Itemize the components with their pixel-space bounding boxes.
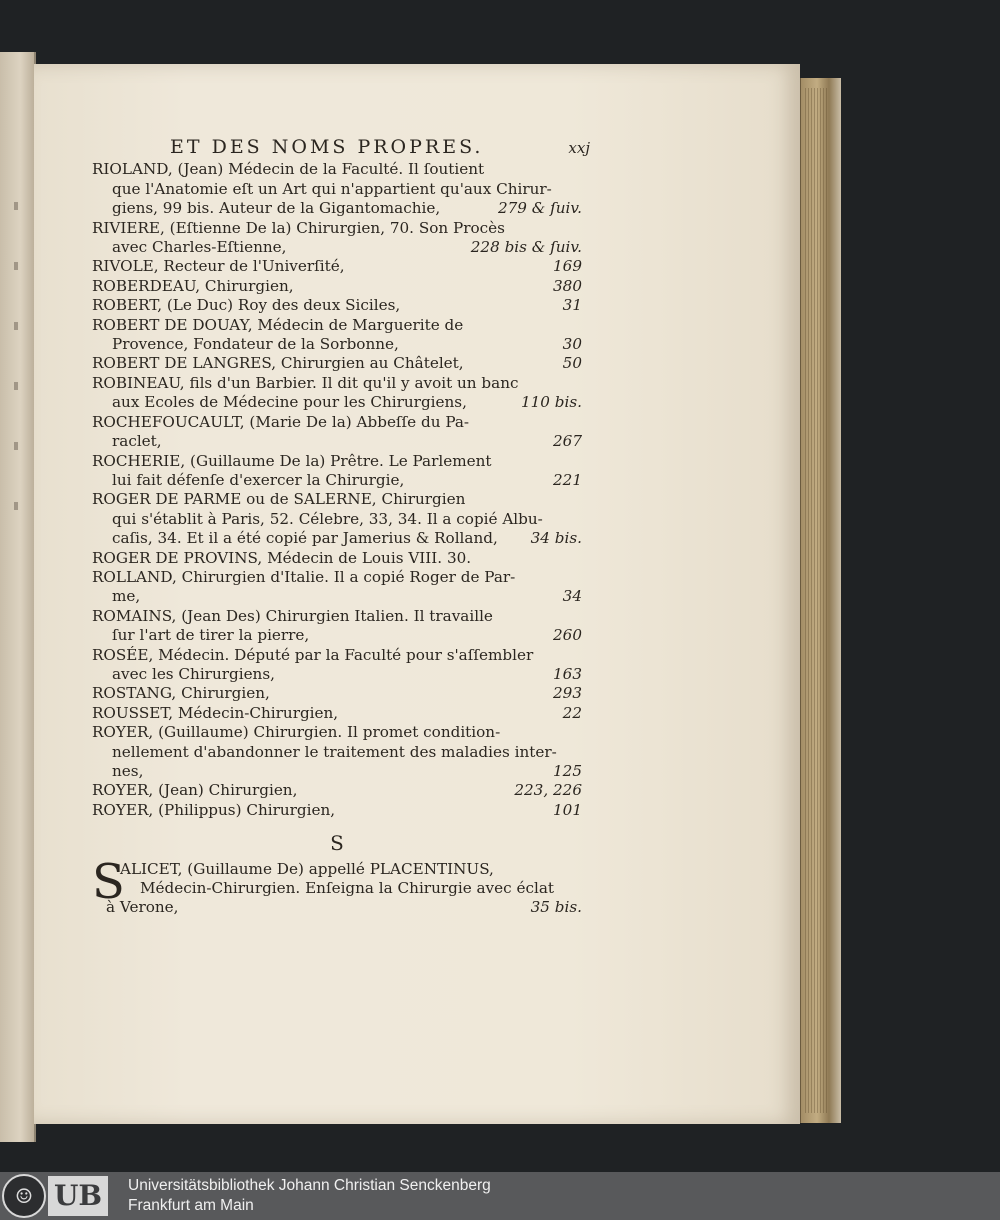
entry-text: giens, 99 bis. Auteur de la Gigantomachie, — [112, 199, 441, 218]
page-reference: 101 — [553, 800, 582, 819]
entry-text: avec Charles-Eſtienne, — [112, 238, 287, 257]
entry-text: ROYER, (Jean) Chirurgien, — [92, 781, 298, 800]
entry-line — [92, 393, 582, 412]
entry-line — [92, 238, 582, 257]
index-entry — [92, 801, 582, 820]
page-reference: 34 bis. — [530, 529, 582, 548]
left-page-edge — [0, 52, 36, 1142]
index-entries — [92, 160, 582, 820]
entry-text: ROYER, (Philippus) Chirurgien, — [92, 800, 336, 819]
entry-line: Médecin-Chirurgien. Enſeigna la Chirurgie avec éclat — [140, 879, 554, 898]
entry-line — [92, 277, 582, 296]
index-entry — [92, 646, 582, 685]
index-entry-salicet — [92, 853, 582, 918]
entry-line — [92, 665, 582, 684]
index-entry — [92, 374, 582, 413]
index-entry — [92, 607, 582, 646]
entry-text: qui s'établit à Paris, 52. Célebre, 33, 34. Il a copié Albu- — [112, 509, 543, 528]
index-entry — [92, 704, 582, 723]
entry-line — [92, 199, 582, 218]
index-entry — [92, 413, 582, 452]
entry-text: ROYER, (Guillaume) Chirurgien. Il promet condition- — [92, 723, 501, 742]
entry-line: à Verone, 35 bis. — [106, 898, 582, 917]
entry-line — [92, 743, 582, 762]
entry-line — [92, 296, 582, 315]
entry-text: lui fait défenſe d'exercer la Chirurgie, — [112, 470, 405, 489]
page-reference: 31 — [562, 296, 582, 315]
entry-text: RIVOLE, Recteur de l'Univerſité, — [92, 257, 345, 276]
entry-line — [92, 316, 582, 335]
entry-text: caſis, 34. Et il a été copié par Jamerius & Rolland, — [112, 529, 498, 548]
entry-line: ALICET, (Guillaume De) appellé PLACENTINUS, — [120, 859, 494, 878]
entry-text: avec les Chirurgiens, — [112, 664, 275, 683]
entry-text: ROCHEFOUCAULT, (Marie De la) Abbeſſe du Pa- — [92, 412, 470, 431]
index-entry — [92, 160, 582, 218]
index-entry — [92, 452, 582, 491]
page-reference: 223, 226 — [514, 781, 582, 800]
entry-line — [92, 432, 582, 451]
entry-text: ROSTANG, Chirurgien, — [92, 684, 270, 703]
entry-line — [92, 704, 582, 723]
entry-line — [92, 180, 582, 199]
page-reference: 267 — [553, 432, 582, 451]
entry-text: ROUSSET, Médecin-Chirurgien, — [92, 703, 339, 722]
header-title: ET DES NOMS PROPRES. — [170, 136, 484, 158]
page-reference: 228 bis & ſuiv. — [470, 238, 582, 257]
entry-line — [92, 762, 582, 781]
page-reference: 163 — [553, 664, 582, 683]
entry-text: ROGER DE PARME ou de SALERNE, Chirurgien — [92, 490, 466, 509]
entry-line — [92, 452, 582, 471]
running-header — [170, 136, 590, 158]
entry-line — [92, 607, 582, 626]
entry-text: ROBINEAU, fils d'un Barbier. Il dit qu'il y avoit un banc — [92, 373, 519, 392]
entry-text: ROCHERIE, (Guillaume De la) Prêtre. Le Parlement — [92, 451, 492, 470]
book-fore-edge — [800, 78, 841, 1123]
entry-line — [92, 568, 582, 587]
index-entry — [92, 219, 582, 258]
library-logo — [2, 1174, 120, 1218]
entry-line — [92, 335, 582, 354]
entry-line — [92, 354, 582, 373]
index-entry — [92, 354, 582, 373]
page-reference: 221 — [553, 470, 582, 489]
entry-text: ROGER DE PROVINS, Médecin de Louis VIII. 30. — [92, 548, 472, 567]
entry-text: que l'Anatomie eſt un Art qui n'appartient qu'aux Chirur- — [112, 179, 552, 198]
entry-text: aux Ecoles de Médecine pour les Chirurgiens, — [112, 393, 467, 412]
entry-line — [92, 781, 582, 800]
entry-text: raclet, — [112, 432, 162, 451]
index-entry — [92, 568, 582, 607]
entry-text: me, — [112, 587, 141, 606]
entry-text: RIOLAND, (Jean) Médecin de la Faculté. Il ſoutient — [92, 160, 485, 179]
footer-text — [128, 1176, 491, 1216]
page-reference: 110 bis. — [520, 393, 582, 412]
page-reference: 293 — [553, 684, 582, 703]
footer-line-1: Universitätsbibliothek Johann Christian Senckenberg — [128, 1177, 491, 1194]
entry-text: ROBERT DE LANGRES, Chirurgien au Châtelet, — [92, 354, 464, 373]
entry-line — [92, 626, 582, 645]
index-entry — [92, 257, 582, 276]
entry-line — [92, 257, 582, 276]
entry-line — [92, 723, 582, 742]
index-entry — [92, 684, 582, 703]
drop-cap: S — [92, 853, 125, 910]
entry-text: nes, — [112, 762, 144, 780]
entry-line — [92, 684, 582, 703]
entry-text: ſur l'art de tirer la pierre, — [112, 626, 310, 645]
entry-line — [92, 413, 582, 432]
ub-logo-text: UB — [48, 1176, 108, 1216]
entry-line — [92, 374, 582, 393]
entry-line — [92, 529, 582, 548]
entry-text: ROBERT DE DOUAY, Médecin de Marguerite de — [92, 315, 464, 334]
entry-text: ROLLAND, Chirurgien d'Italie. Il a copié Roger de Par- — [92, 567, 516, 586]
page-number: xxj — [568, 139, 590, 157]
entry-line — [92, 510, 582, 529]
page-reference: 125 — [553, 762, 582, 780]
page-reference: 279 & ſuiv. — [497, 199, 582, 218]
page-reference: 260 — [553, 626, 582, 645]
entry-line — [92, 801, 582, 820]
page-reference: 22 — [562, 703, 582, 722]
page-content — [92, 136, 590, 918]
entry-text: ROBERT, (Le Duc) Roy des deux Siciles, — [92, 296, 401, 315]
index-entry — [92, 316, 582, 355]
portrait-seal-icon: ☺ — [2, 1174, 46, 1218]
page-reference: 169 — [553, 257, 582, 276]
footer-line-2: Frankfurt am Main — [128, 1197, 254, 1214]
library-footer — [0, 1172, 1000, 1220]
entry-text: ROSÉE, Médecin. Député par la Faculté pour s'aſſembler — [92, 645, 534, 664]
index-entry — [92, 549, 582, 568]
section-letter: S — [330, 831, 344, 856]
entry-line — [92, 219, 582, 238]
entry-line — [92, 471, 582, 490]
entry-text: nellement d'abandonner le traitement des maladies inter- — [112, 742, 557, 761]
entry-line — [92, 549, 582, 568]
index-entry — [92, 296, 582, 315]
index-entry — [92, 781, 582, 800]
page-reference: 34 — [562, 587, 582, 606]
entry-line — [92, 646, 582, 665]
page-reference: 50 — [562, 354, 582, 373]
entry-text: ROBERDEAU, Chirurgien, — [92, 276, 294, 295]
entry-line — [92, 490, 582, 509]
index-entry — [92, 490, 582, 548]
entry-line — [92, 587, 582, 606]
index-entry — [92, 723, 582, 781]
entry-text: ROMAINS, (Jean Des) Chirurgien Italien. Il travaille — [92, 606, 493, 625]
entry-text: Provence, Fondateur de la Sorbonne, — [112, 335, 399, 354]
index-entry — [92, 277, 582, 296]
entry-line — [92, 160, 582, 179]
entry-text: RIVIERE, (Eſtienne De la) Chirurgien, 70. Son Procès — [92, 218, 505, 237]
page-reference: 380 — [553, 276, 582, 295]
page-reference: 30 — [562, 335, 582, 354]
